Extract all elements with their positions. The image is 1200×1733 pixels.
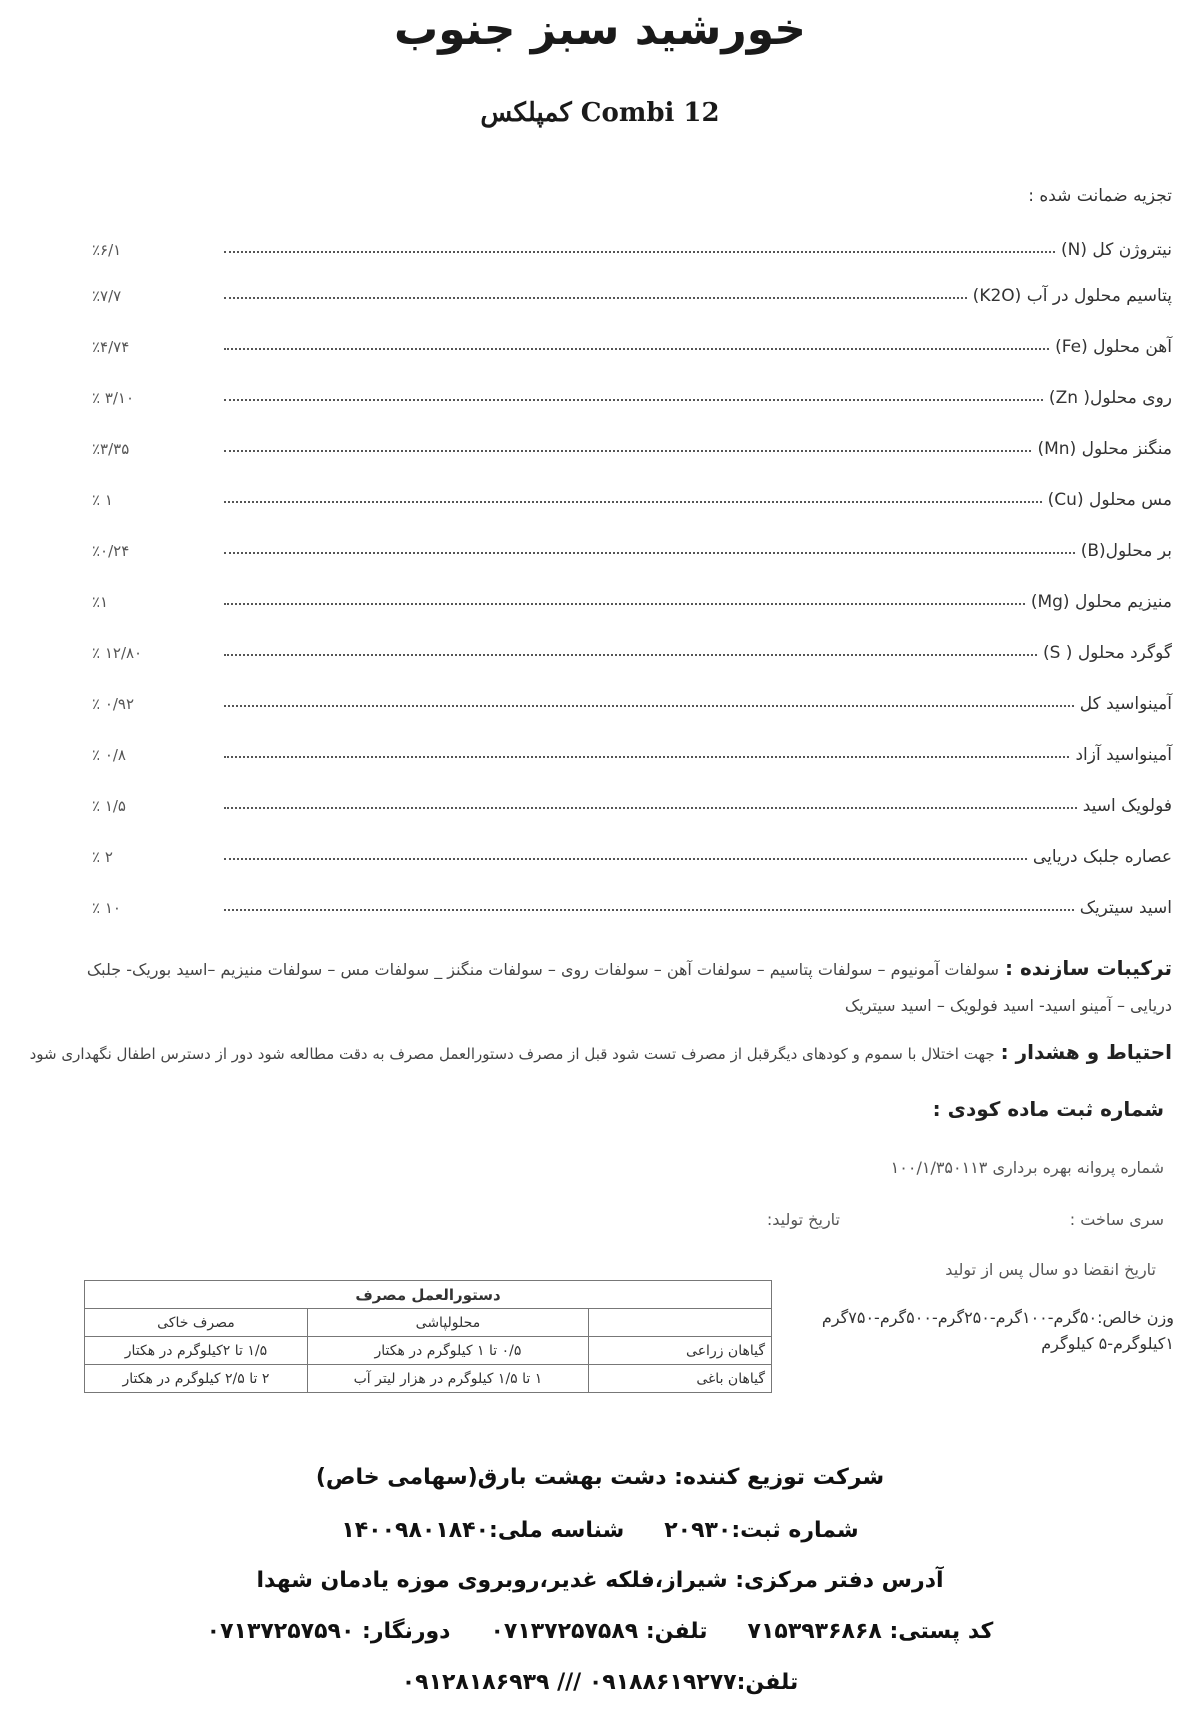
composition-section xyxy=(82,950,1172,1024)
dotted-leader xyxy=(224,908,1074,911)
analysis-label: آمینواسید کل xyxy=(1079,694,1172,714)
column-header xyxy=(589,1309,772,1337)
registration-line xyxy=(0,1518,1200,1543)
composition-label: ترکیبات سازنده : xyxy=(1004,956,1172,980)
analysis-label: نیتروژن کل (N) xyxy=(1060,240,1172,260)
table-caption: دستورالعمل مصرف xyxy=(85,1281,772,1309)
analysis-row xyxy=(92,786,1172,816)
company-title: خورشید سبز جنوب xyxy=(394,4,806,55)
column-header: محلولپاشی xyxy=(307,1309,588,1337)
dotted-leader xyxy=(224,857,1027,860)
table-cell: ۱ تا ۱/۵ کیلوگرم در هزار لیتر آب xyxy=(307,1365,588,1393)
net-weight-line: وزن خالص:۵۰گرم-۱۰۰گرم-۲۵۰گرم-۵۰۰گرم-۷۵۰گرم xyxy=(821,1308,1174,1327)
analysis-label: منیزیم محلول (Mg) xyxy=(1030,592,1172,612)
analysis-label: عصاره جلبک دریایی xyxy=(1032,847,1172,867)
analysis-value: ٪۴/۷۴ xyxy=(92,338,130,356)
analysis-value: ٪ ۳/۱۰ xyxy=(92,389,135,407)
dotted-leader xyxy=(224,806,1077,809)
analysis-value: ٪۶/۱ xyxy=(92,241,122,259)
analysis-label: آهن محلول (Fe) xyxy=(1055,337,1172,357)
warning-text: جهت اختلال با سموم و کودهای دیگرقبل از مصرف تست شود قبل از مصرف دستورالعمل مصرف به دقت مطالعه شود دور از دسترس اطفال نگهداری شود xyxy=(29,1045,995,1063)
table-cell: ۲ تا ۲/۵ کیلوگرم در هکتار xyxy=(85,1365,308,1393)
analysis-value: ٪ ۰/۸ xyxy=(92,746,126,764)
analysis-row xyxy=(92,888,1172,918)
dotted-leader xyxy=(224,500,1042,503)
analysis-row xyxy=(92,837,1172,867)
product-name: Combi 12 کمپلکس xyxy=(480,98,720,128)
analysis-label: روی محلول( Zn) xyxy=(1048,388,1172,408)
analysis-row xyxy=(92,230,1172,260)
analysis-value: ٪۷/۷ xyxy=(92,287,122,305)
analysis-value: ٪۱ xyxy=(92,593,109,611)
analysis-row xyxy=(92,276,1172,306)
dotted-leader xyxy=(224,296,967,299)
dotted-leader xyxy=(224,602,1025,605)
analysis-row xyxy=(92,429,1172,459)
table-row xyxy=(85,1337,772,1365)
analysis-value: ٪ ۲ xyxy=(92,848,113,866)
expiry-note: تاریخ انقضا دو سال پس از تولید xyxy=(945,1260,1156,1279)
column-header: مصرف خاکی xyxy=(85,1309,308,1337)
dotted-leader xyxy=(224,347,1049,350)
analysis-label: پتاسیم محلول در آب (K2O) xyxy=(972,286,1172,306)
production-date-label: تاریخ تولید: xyxy=(766,1210,840,1229)
analysis-heading: تجزیه ضمانت شده : xyxy=(1028,186,1172,206)
registration-number: شماره ثبت:۲۰۹۳۰ xyxy=(664,1518,859,1543)
analysis-value: ٪ ۰/۹۲ xyxy=(92,695,135,713)
batch-label: سری ساخت : xyxy=(1069,1210,1164,1229)
analysis-value: ٪ ۱/۵ xyxy=(92,797,126,815)
phone-number: تلفن: ۰۷۱۳۷۲۵۷۵۸۹ xyxy=(490,1619,708,1644)
dotted-leader xyxy=(224,653,1037,656)
analysis-row xyxy=(92,735,1172,765)
analysis-label: اسید سیتریک xyxy=(1079,898,1172,918)
net-weight-line: ۱کیلوگرم-۵ کیلوگرم xyxy=(1041,1334,1174,1353)
distributor-line: شرکت توزیع کننده: دشت بهشت بارق(سهامی خاص) xyxy=(315,1465,885,1490)
contact-line xyxy=(0,1619,1200,1644)
analysis-row xyxy=(92,480,1172,510)
table-cell: گیاهان باغی xyxy=(589,1365,772,1393)
analysis-label: گوگرد محلول ( S) xyxy=(1042,643,1172,663)
net-weight xyxy=(794,1305,1174,1357)
usage-instructions-table xyxy=(84,1280,772,1393)
table-cell: ۱/۵ تا ۲کیلوگرم در هکتار xyxy=(85,1337,308,1365)
dotted-leader xyxy=(224,449,1031,452)
analysis-row xyxy=(92,684,1172,714)
analysis-label: فولویک اسید xyxy=(1082,796,1172,816)
table-caption-row xyxy=(85,1281,772,1309)
warning-section xyxy=(29,1040,1172,1064)
analysis-row xyxy=(92,582,1172,612)
analysis-row xyxy=(92,378,1172,408)
address-line: آدرس دفتر مرکزی: شیراز،فلکه غدیر،روبروی موزه یادمان شهدا xyxy=(256,1568,944,1593)
analysis-row xyxy=(92,633,1172,663)
analysis-value: ٪ ۱۲/۸۰ xyxy=(92,644,143,662)
fertilizer-registration-title: شماره ثبت ماده کودی : xyxy=(932,1097,1164,1121)
analysis-value: ٪ ۱ xyxy=(92,491,113,509)
dotted-leader xyxy=(224,250,1055,253)
dotted-leader xyxy=(224,551,1075,554)
dotted-leader xyxy=(224,398,1043,401)
analysis-row xyxy=(92,531,1172,561)
table-row xyxy=(85,1365,772,1393)
analysis-label: مس محلول (Cu) xyxy=(1047,490,1172,510)
license-number: شماره پروانه بهره برداری ۱۰۰/۱/۳۵۰۱۱۳ xyxy=(890,1158,1164,1177)
dotted-leader xyxy=(224,704,1074,707)
analysis-row xyxy=(92,327,1172,357)
dotted-leader xyxy=(224,755,1069,758)
mobile-line: تلفن:۰۹۱۸۸۶۱۹۲۷۷ /// ۰۹۱۲۸۱۸۶۹۳۹ xyxy=(401,1670,799,1695)
postal-code: کد پستی: ۷۱۵۳۹۳۶۸۶۸ xyxy=(747,1619,994,1644)
composition-text: سولفات آمونیوم – سولفات پتاسیم – سولفات آهن – سولفات روی – سولفات منگنز _ سولفات مس – سولفات منیزیم –اسید بوریک- جلبک دریایی – آمینو اسید- اسید فولویک – اسید سیتریک xyxy=(86,960,1172,1015)
analysis-value: ٪۰/۲۴ xyxy=(92,542,130,560)
analysis-label: بر محلول(B) xyxy=(1080,541,1172,561)
national-id: شناسه ملی:۱۴۰۰۹۸۰۱۸۴۰ xyxy=(341,1518,625,1543)
analysis-label: منگنز محلول (Mn) xyxy=(1037,439,1172,459)
table-cell: گیاهان زراعی xyxy=(589,1337,772,1365)
table-cell: ۰/۵ تا ۱ کیلوگرم در هکتار xyxy=(307,1337,588,1365)
analysis-value: ٪ ۱۰ xyxy=(92,899,121,917)
fax-number: دورنگار: ۰۷۱۳۷۲۵۷۵۹۰ xyxy=(206,1619,451,1644)
analysis-value: ٪۳/۳۵ xyxy=(92,440,130,458)
table-header-row xyxy=(85,1309,772,1337)
analysis-label: آمینواسید آزاد xyxy=(1075,745,1172,765)
warning-label: احتیاط و هشدار : xyxy=(1000,1040,1172,1064)
